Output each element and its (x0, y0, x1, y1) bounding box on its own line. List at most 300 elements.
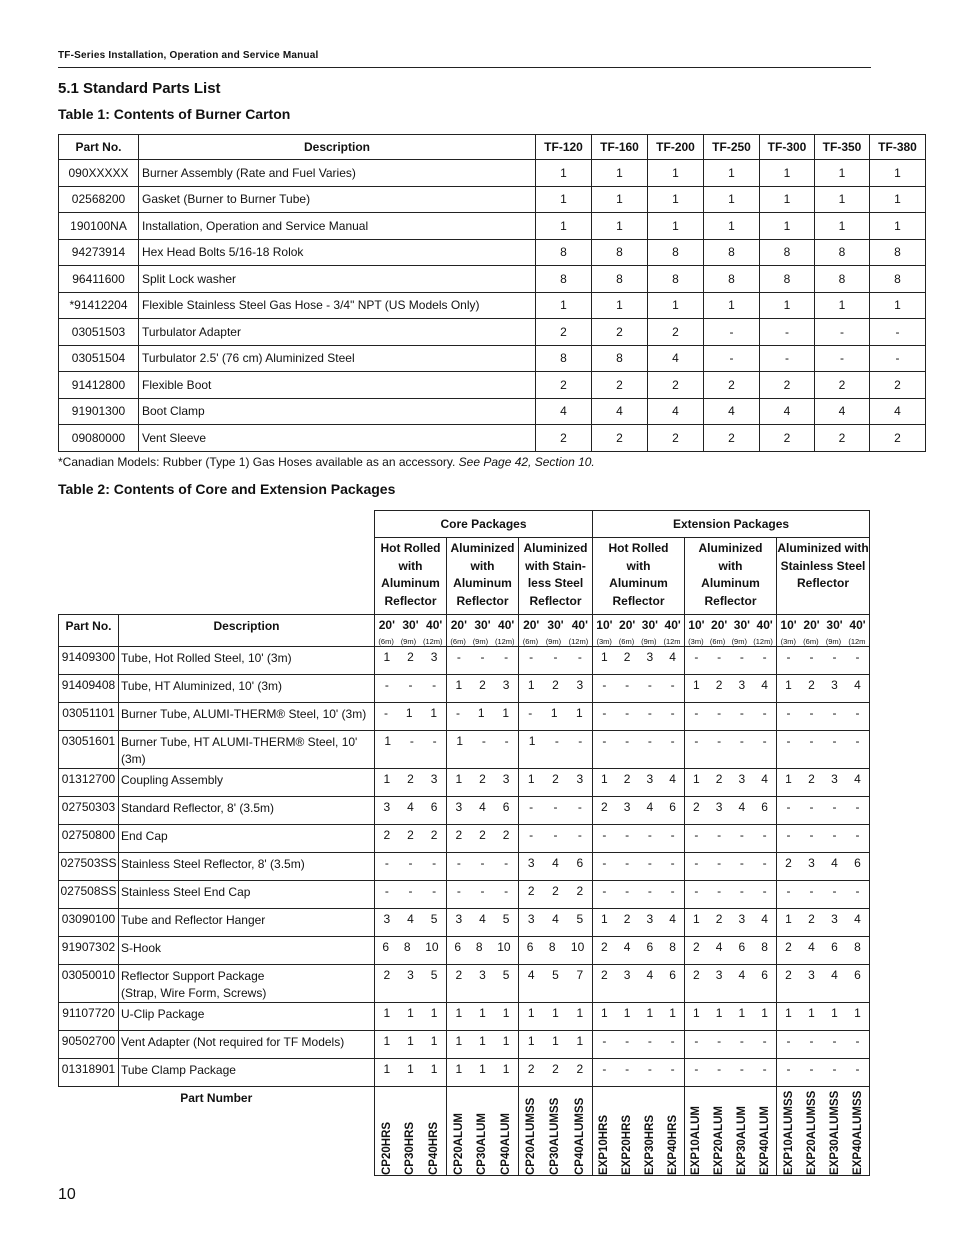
part-number-cell: 03051503 (59, 319, 139, 346)
quantity-value: 2 (808, 678, 815, 692)
quantity-value: 1 (761, 1006, 768, 1020)
quantity-group-cell (447, 825, 519, 853)
quantity-cell: 1 (592, 160, 648, 187)
part-number-cell: 94273914 (59, 239, 139, 266)
quantity-group-cell (519, 769, 593, 797)
quantity-value: - (832, 1062, 837, 1076)
part-number-cell: *91412204 (59, 292, 139, 319)
quantity-cell: 1 (815, 213, 870, 240)
description-header: Description (119, 615, 375, 647)
length-feet-label: 40' (756, 618, 773, 632)
table-row (59, 239, 926, 266)
length-meters (593, 637, 684, 646)
quantity-group-cell (777, 731, 870, 769)
quantity-group-cell (519, 825, 593, 853)
quantity-cell: - (815, 319, 870, 346)
description-cell: S-Hook (119, 937, 375, 965)
quantity-value: - (717, 706, 722, 720)
quantity-value: 4 (831, 968, 838, 982)
quantity-cell: - (815, 345, 870, 372)
quantity-value: - (670, 706, 675, 720)
quantity-value: - (625, 856, 630, 870)
quantity-value: 6 (576, 856, 584, 870)
quantity-group-cell (777, 1031, 870, 1059)
quantity-value: 2 (407, 772, 414, 786)
length-feet-label: 30' (641, 618, 658, 632)
quantity-group-cell (375, 647, 447, 675)
quantity-value: - (409, 734, 414, 748)
quantity-value: - (553, 828, 558, 842)
quantity-value: 3 (831, 912, 838, 926)
quantity-value: - (625, 828, 630, 842)
quantity-group-cell (519, 675, 593, 703)
quantity-value: 4 (761, 912, 768, 926)
quantity-value: - (762, 1062, 767, 1076)
quantity-value: 6 (502, 800, 510, 814)
length-feet-label: 30' (826, 618, 843, 632)
table-row (59, 797, 870, 825)
quantity-value: 3 (527, 912, 535, 926)
length-meters-label: (3m) (688, 637, 704, 646)
quantity-value: - (809, 800, 814, 814)
quantity-value: 4 (479, 800, 486, 814)
quantity-value: - (717, 828, 722, 842)
quantity-value: 1 (455, 772, 463, 786)
quantity-value: 1 (502, 1006, 510, 1020)
burner-carton-table (58, 134, 926, 452)
quantity-value: - (602, 828, 607, 842)
table1-header-cell: TF-300 (760, 135, 815, 160)
core-extension-table (58, 510, 870, 1176)
quantity-value: 2 (576, 884, 584, 898)
quantity-value: 6 (831, 940, 838, 954)
quantity-value: 5 (430, 968, 438, 982)
length-feet-label: 40' (664, 618, 681, 632)
quantity-value: 1 (479, 1034, 486, 1048)
quantity-value: - (625, 1034, 630, 1048)
quantity-value: 10 (425, 940, 439, 954)
quantity-value: - (602, 706, 607, 720)
quantity-value: 3 (738, 912, 746, 926)
quantity-group-cell (777, 881, 870, 909)
quantity-group-cell (685, 769, 777, 797)
quantity-value: 3 (455, 800, 463, 814)
quantity-group-cell (447, 965, 519, 1003)
quantity-value: 2 (455, 968, 463, 982)
quantity-group-cell (447, 937, 519, 965)
description-cell: Tube Clamp Package (119, 1059, 375, 1087)
quantity-group-cell (447, 675, 519, 703)
part-number-cell: 190100NA (59, 213, 139, 240)
quantity-cell: 2 (536, 372, 592, 399)
description-cell: End Cap (119, 825, 375, 853)
quantity-value: - (855, 1062, 860, 1076)
quantity-value: 6 (761, 800, 768, 814)
table-row (59, 731, 870, 769)
quantity-value: 6 (669, 800, 676, 814)
length-meters-label: (9m) (641, 637, 657, 646)
description-cell: Stainless Steel Reflector, 8' (3.5m) (119, 853, 375, 881)
quantity-group-cell (593, 675, 685, 703)
quantity-value: - (855, 706, 860, 720)
length-feet-label: 10' (780, 618, 797, 632)
quantity-value: 1 (455, 1062, 463, 1076)
quantity-group-cell (375, 769, 447, 797)
length-feet-label: 30' (733, 618, 750, 632)
quantity-value: - (408, 856, 413, 870)
quantity-value: - (602, 1062, 607, 1076)
quantity-group-cell (447, 797, 519, 825)
quantity-cell: 1 (760, 213, 815, 240)
quantity-value: - (670, 678, 675, 692)
part-number-label: Part Number (180, 1091, 253, 1105)
quantity-value: 4 (407, 800, 414, 814)
quantity-cell: 1 (704, 292, 760, 319)
quantity-value: 3 (383, 800, 391, 814)
quantity-value: 8 (475, 940, 483, 954)
quantity-value: - (647, 734, 652, 748)
table-row (59, 769, 870, 797)
quantity-group-cell (777, 797, 870, 825)
quantity-cell: 8 (760, 239, 815, 266)
table-row (59, 703, 870, 731)
quantity-value: - (529, 828, 534, 842)
quantity-value: - (832, 734, 837, 748)
section-title: 5.1 Standard Parts List (58, 80, 221, 97)
quantity-group-cell (593, 797, 685, 825)
part-number-cell: 090XXXXX (59, 160, 139, 187)
table-row (59, 909, 870, 937)
package-number: EXP40HRS (666, 1114, 679, 1175)
quantity-value: 3 (576, 678, 584, 692)
quantity-value: 1 (785, 912, 792, 926)
quantity-group-cell (519, 965, 593, 1003)
quantity-group-cell (519, 1031, 593, 1059)
quantity-value: 3 (502, 772, 510, 786)
quantity-value: - (625, 884, 630, 898)
quantity-value: 2 (808, 912, 815, 926)
quantity-value: - (577, 828, 582, 842)
length-meters-label: (12m) (568, 637, 589, 646)
quantity-value: - (739, 884, 744, 898)
description-cell: Turbulator 2.5' (76 cm) Aluminized Steel (139, 345, 536, 372)
quantity-value: 1 (383, 1062, 391, 1076)
quantity-value: - (809, 706, 814, 720)
quantity-value: 3 (646, 912, 654, 926)
quantity-cell: 8 (704, 266, 760, 293)
part-number-cell: 09080000 (59, 425, 139, 452)
quantity-value: - (832, 1034, 837, 1048)
quantity-value: 1 (576, 706, 583, 720)
quantity-cell: 2 (648, 319, 704, 346)
quantity-value: - (625, 706, 630, 720)
quantity-value: - (602, 734, 607, 748)
quantity-value: 1 (527, 1034, 535, 1048)
quantity-group-cell (447, 1003, 519, 1031)
quantity-value: 1 (407, 1034, 414, 1048)
table1-header-cell: TF-380 (870, 135, 926, 160)
length-meters-label: (6m) (450, 637, 466, 646)
quantity-value: - (528, 706, 533, 720)
quantity-value: 1 (479, 1006, 486, 1020)
quantity-value: - (855, 1034, 860, 1048)
length-feet-label: 40' (426, 618, 443, 632)
quantity-value: 1 (623, 1006, 631, 1020)
length-meters-label: (3m) (596, 637, 612, 646)
quantity-value: - (625, 678, 630, 692)
core-packages-header: Core Packages (375, 511, 593, 538)
quantity-group-cell (685, 853, 777, 881)
quantity-value: - (408, 678, 413, 692)
quantity-value: 2 (715, 678, 723, 692)
subheader-row (59, 538, 870, 615)
quantity-value: - (670, 1062, 675, 1076)
quantity-value: - (383, 706, 388, 720)
quantity-value: - (647, 828, 652, 842)
quantity-cell: 8 (592, 345, 648, 372)
quantity-group-cell (777, 675, 870, 703)
quantity-group-cell (593, 937, 685, 965)
quantity-cell: 1 (815, 292, 870, 319)
quantity-value: 2 (623, 650, 631, 664)
quantity-value: - (739, 706, 744, 720)
quantity-group-cell (685, 647, 777, 675)
quantity-value: - (786, 800, 791, 814)
quantity-value: - (762, 828, 767, 842)
header-rule (58, 67, 871, 68)
description-cell: Coupling Assembly (119, 769, 375, 797)
quantity-value: 4 (552, 912, 559, 926)
part-number-cell: 02750303 (59, 797, 119, 825)
quantity-value: 2 (808, 772, 815, 786)
quantity-cell: 1 (870, 292, 926, 319)
quantity-value: 1 (576, 1006, 584, 1020)
quantity-value: 3 (502, 678, 510, 692)
quantity-value: 3 (738, 678, 746, 692)
package-number: EXP20ALUMSS (805, 1090, 818, 1175)
quantity-value: 3 (479, 968, 486, 982)
table-row (59, 1059, 870, 1087)
quantity-value: 1 (527, 772, 535, 786)
table-row (59, 345, 926, 372)
quantity-cell: 2 (704, 372, 760, 399)
quantity-group-cell (519, 881, 593, 909)
quantity-cell: 1 (536, 186, 592, 213)
package-number: CP20ALUM (452, 1113, 465, 1175)
quantity-group-cell (685, 881, 777, 909)
table-row (59, 937, 870, 965)
length-feet-label: 20' (619, 618, 636, 632)
quantity-value: 3 (623, 800, 631, 814)
quantity-value: - (384, 856, 389, 870)
table-row (59, 1031, 870, 1059)
quantity-value: - (456, 856, 461, 870)
quantity-cell: - (760, 319, 815, 346)
quantity-cell: 8 (592, 239, 648, 266)
part-number-cell: 03051601 (59, 731, 119, 769)
quantity-value: 4 (761, 772, 768, 786)
quantity-group-cell (777, 853, 870, 881)
quantity-group-cell (375, 675, 447, 703)
quantity-value: 1 (430, 1034, 438, 1048)
part-number-cell: 03051504 (59, 345, 139, 372)
quantity-group-cell (593, 1031, 685, 1059)
quantity-value: - (832, 650, 837, 664)
quantity-cell: - (870, 319, 926, 346)
part-number-cell: 03050010 (59, 965, 119, 1003)
quantity-group-cell (447, 647, 519, 675)
quantity-value: - (832, 884, 837, 898)
quantity-group-cell (685, 825, 777, 853)
description-cell: Tube and Reflector Hanger (119, 909, 375, 937)
quantity-value: - (670, 828, 675, 842)
quantity-value: 10 (570, 940, 585, 954)
quantity-group-cell (447, 1059, 519, 1087)
length-feet-label: 20' (450, 618, 467, 632)
quantity-value: 1 (456, 734, 464, 748)
quantity-value: 3 (623, 968, 631, 982)
quantity-value: 1 (601, 650, 608, 664)
quantity-value: - (739, 650, 744, 664)
quantity-value: - (553, 650, 558, 664)
quantity-group-cell (685, 909, 777, 937)
quantity-value: - (809, 734, 814, 748)
quantity-cell: 1 (815, 186, 870, 213)
quantity-value: - (809, 1034, 814, 1048)
table1-header-cell: TF-120 (536, 135, 592, 160)
quantity-cell: 1 (760, 292, 815, 319)
description-cell: Burner Tube, ALUMI-THERM® Steel, 10' (3m) (119, 703, 375, 731)
package-type-header: Aluminized with Aluminum Reflector (685, 538, 777, 615)
quantity-value: - (809, 884, 814, 898)
quantity-group-cell (447, 769, 519, 797)
length-meters (375, 637, 446, 646)
quantity-value: - (694, 1034, 699, 1048)
quantity-value: 1 (502, 1062, 510, 1076)
quantity-value: 3 (715, 800, 723, 814)
quantity-value: - (762, 650, 767, 664)
quantity-cell: 1 (870, 186, 926, 213)
quantity-value: - (717, 1034, 722, 1048)
length-header-cell (777, 615, 870, 647)
quantity-value: 1 (477, 706, 485, 720)
quantity-group-cell (375, 825, 447, 853)
quantity-value: - (480, 856, 485, 870)
quantity-group-cell (593, 647, 685, 675)
quantity-value: 8 (854, 940, 861, 954)
package-number: CP40ALUMSS (573, 1097, 586, 1175)
quantity-cell: 2 (815, 425, 870, 452)
quantity-value: 1 (383, 1034, 391, 1048)
part-number-cell: 90502700 (59, 1031, 119, 1059)
quantity-value: 1 (528, 734, 536, 748)
quantity-value: 4 (669, 912, 676, 926)
quantity-cell: 1 (648, 186, 704, 213)
length-meters-label: (12m (663, 637, 681, 646)
quantity-group-cell (593, 731, 685, 769)
quantity-group-cell (519, 1059, 593, 1087)
part-number-cell: 91409300 (59, 647, 119, 675)
length-feet (685, 618, 776, 632)
quantity-value: 3 (831, 678, 838, 692)
quantity-value: - (809, 828, 814, 842)
quantity-cell: 8 (870, 266, 926, 293)
quantity-value: - (408, 884, 413, 898)
quantity-group-cell (593, 769, 685, 797)
quantity-group-cell (519, 909, 593, 937)
quantity-value: 2 (785, 940, 792, 954)
quantity-value: - (432, 678, 437, 692)
package-number-cell (519, 1087, 593, 1176)
quantity-group-cell (685, 1031, 777, 1059)
quantity-value: - (455, 706, 460, 720)
description-cell: Flexible Stainless Steel Gas Hose - 3/4" NPT (US Models Only) (139, 292, 536, 319)
package-type-header: Hot Rolled with Aluminum Reflector (375, 538, 447, 615)
quantity-value: - (809, 1062, 814, 1076)
quantity-group-cell (593, 825, 685, 853)
description-cell: Hex Head Bolts 5/16-18 Rolok (139, 239, 536, 266)
quantity-value: 7 (576, 968, 584, 982)
quantity-cell: 2 (592, 425, 648, 452)
quantity-group-cell (777, 965, 870, 1003)
extension-packages-header: Extension Packages (593, 511, 870, 538)
part-number-cell: 91901300 (59, 398, 139, 425)
part-number-cell: 02568200 (59, 186, 139, 213)
quantity-value: - (786, 734, 791, 748)
package-number-cell (593, 1087, 685, 1176)
table-row (59, 398, 926, 425)
quantity-group-cell (777, 825, 870, 853)
quantity-value: 4 (854, 772, 861, 786)
quantity-cell: 4 (870, 398, 926, 425)
quantity-value: - (786, 884, 791, 898)
quantity-cell: 2 (704, 425, 760, 452)
quantity-value: 6 (854, 968, 861, 982)
quantity-value: 4 (479, 912, 486, 926)
length-header-cell (519, 615, 593, 647)
package-number-cell (447, 1087, 519, 1176)
table-row (59, 853, 870, 881)
package-type-header: Aluminized with Aluminum Reflector (447, 538, 519, 615)
quantity-value: 4 (738, 800, 746, 814)
quantity-cell: 2 (815, 372, 870, 399)
quantity-value: - (855, 650, 860, 664)
quantity-value: - (694, 828, 699, 842)
quantity-value: 2 (785, 856, 792, 870)
quantity-value: 8 (761, 940, 768, 954)
quantity-value: - (786, 706, 791, 720)
package-number: EXP30ALUM (735, 1105, 748, 1175)
quantity-value: - (384, 678, 389, 692)
quantity-value: - (832, 828, 837, 842)
quantity-value: - (432, 856, 437, 870)
quantity-value: - (717, 856, 722, 870)
length-feet-label: 30' (474, 618, 491, 632)
quantity-value: 2 (479, 678, 486, 692)
quantity-cell: 4 (536, 398, 592, 425)
quantity-value: 4 (623, 940, 631, 954)
quantity-value: - (504, 650, 509, 664)
quantity-value: 2 (479, 772, 486, 786)
quantity-cell: 4 (648, 345, 704, 372)
description-cell: Reflector Support Package (Strap, Wire Form, Screws) (119, 965, 375, 1003)
part-number-cell: 01312700 (59, 769, 119, 797)
quantity-value: 4 (831, 856, 838, 870)
quantity-group-cell (685, 675, 777, 703)
quantity-cell: 8 (536, 266, 592, 293)
package-number: EXP20ALUM (713, 1105, 726, 1175)
quantity-value: 1 (430, 1062, 438, 1076)
